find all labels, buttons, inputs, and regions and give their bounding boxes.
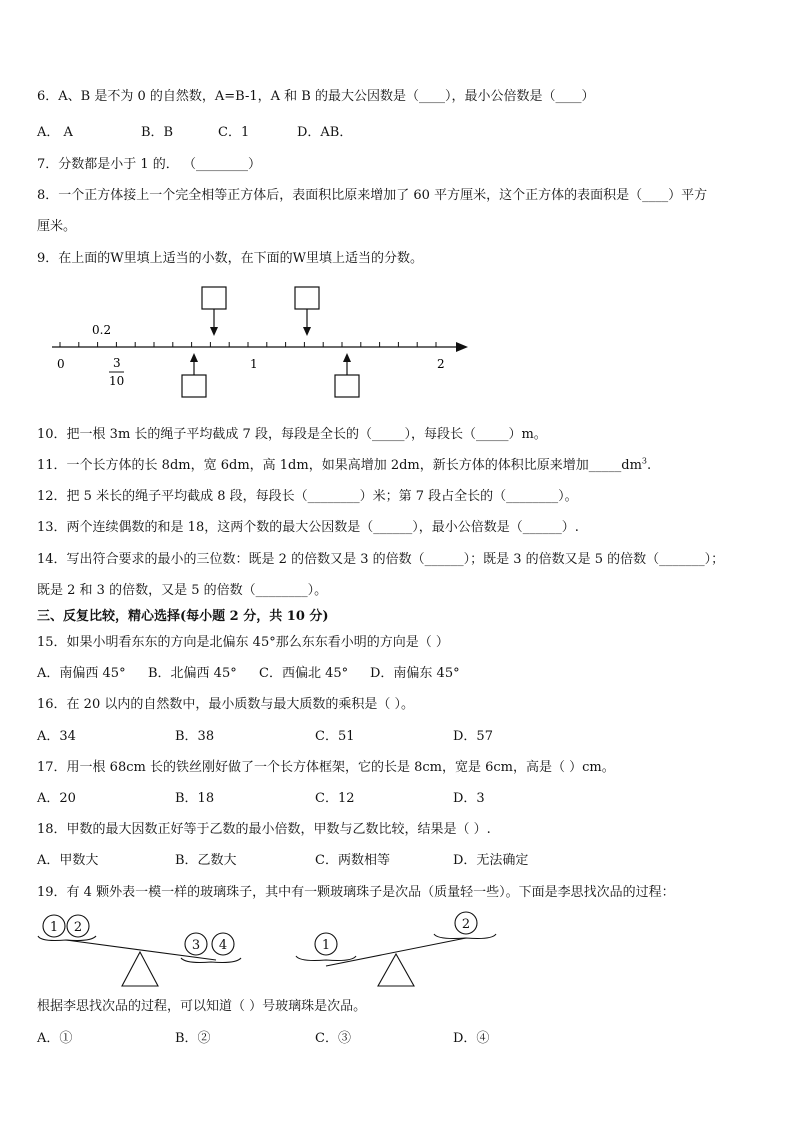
- scale-1-fulcrum: [122, 952, 158, 986]
- ball-3-scale-1-label: 3: [191, 938, 201, 953]
- fraction-denominator: 10: [109, 374, 125, 388]
- scale-1-left-pan: [38, 936, 96, 941]
- number-line-arrow: [456, 342, 468, 352]
- q18-option-b: B．乙数大: [175, 853, 237, 868]
- scale-2-left-pan: [296, 956, 356, 961]
- ball-2-scale-2-label: 2: [461, 917, 471, 932]
- q16-text: 16．在 20 以内的自然数中，最小质数与最大质数的乘积是（ ）。: [37, 697, 414, 712]
- lower-arrow-2: [343, 353, 351, 362]
- q17-option-c: C．12: [315, 791, 355, 806]
- q6-option-d: D．AB．: [297, 125, 353, 140]
- q6-text: 6．A、B 是不为 0 的自然数，A=B-1，A 和 B 的最大公因数是（____），最小公倍数是（____）: [37, 89, 595, 104]
- q19-option-b: B．②: [175, 1031, 211, 1046]
- q15-option-d: D．南偏东 45°: [370, 666, 460, 681]
- q10-text: 10．把一根 3m 长的绳子平均截成 7 段，每段是全长的（_____），每段长（_____）m。: [37, 427, 547, 442]
- q9-text: 9．在上面的W里填上适当的小数，在下面的W里填上适当的分数。: [37, 251, 423, 266]
- lower-box-2: [335, 375, 359, 397]
- number-line-figure: [40, 283, 480, 403]
- q16-option-a: A．34: [37, 729, 76, 744]
- scale-1-right-pan: [181, 958, 241, 963]
- section-3-heading: 三、反复比较，精心选择(每小题 2 分，共 10 分): [37, 609, 329, 624]
- q18-option-a: A．甲数大: [37, 853, 99, 868]
- upper-arrow-1: [210, 327, 218, 336]
- q17-option-d: D．3: [453, 791, 485, 806]
- label-0: 0: [57, 357, 65, 371]
- q19-option-d: D．④: [453, 1031, 490, 1046]
- scale-2-right-pan: [434, 934, 496, 939]
- q15-option-a: A．南偏西 45°: [37, 666, 126, 681]
- lower-box-1: [182, 375, 206, 397]
- upper-box-2: [295, 287, 319, 309]
- q8-line1: 8．一个正方体接上一个完全相等正方体后，表面积比原来增加了 60 平方厘米，这个正方体的表面积是（____）平方: [37, 188, 708, 203]
- label-1: 1: [250, 357, 258, 371]
- number-line-ticks: [60, 342, 436, 347]
- q7-text: 7．分数都是小于 1 的． （________）: [37, 157, 261, 172]
- q13-text: 13．两个连续偶数的和是 18，这两个数的最大公因数是（______），最小公倍数是（______）.: [37, 520, 579, 535]
- scale-2-beam: [326, 938, 466, 966]
- q6-option-a: A． A: [37, 125, 73, 140]
- q15-option-c: C．西偏北 45°: [259, 666, 349, 681]
- q14-line1: 14．写出符合要求的最小的三位数：既是 2 的倍数又是 3 的倍数（______）；既是 3 的倍数又是 5 的倍数（_______）；: [37, 552, 725, 567]
- q14-line2: 既是 2 和 3 的倍数，又是 5 的倍数（________）。: [37, 583, 328, 598]
- q16-option-d: D．57: [453, 729, 493, 744]
- balance-figure: [36, 908, 506, 990]
- fraction-numerator: 3: [113, 356, 121, 370]
- label-2: 2: [437, 357, 445, 371]
- q16-option-c: C．51: [315, 729, 355, 744]
- q18-option-c: C．两数相等: [315, 853, 390, 868]
- q19-text: 19．有 4 颗外表一模一样的玻璃珠子，其中有一颗玻璃珠子是次品（质量轻一些）。下面是李思找次品的过程：: [37, 885, 675, 900]
- ball-1-scale-2-label: 1: [321, 938, 331, 953]
- q6-option-b: B．B: [141, 125, 174, 140]
- q11-text: 11．一个长方体的长 8dm，宽 6dm，高 1dm，如果高增加 2dm，新长方体的体积比原来增加$\_\_\_\_\_dm^3$.: [37, 456, 652, 473]
- scale-1: [38, 936, 241, 986]
- q18-text: 18．甲数的最大因数正好等于乙数的最小倍数，甲数与乙数比较，结果是（ ）.: [37, 822, 491, 837]
- q17-option-b: B．18: [175, 791, 215, 806]
- q19-option-a: A．①: [37, 1031, 73, 1046]
- q19-option-c: C．③: [315, 1031, 351, 1046]
- q17-option-a: A．20: [37, 791, 76, 806]
- ball-4-scale-1-label: 4: [218, 938, 228, 953]
- q19-conclusion: 根据李思找次品的过程，可以知道（ ）号玻璃珠是次品。: [37, 999, 367, 1014]
- q15-option-b: B．北偏西 45°: [148, 666, 237, 681]
- q15-text: 15．如果小明看东东的方向是北偏东 45°那么东东看小明的方向是（ ）: [37, 635, 449, 650]
- scale-2-fulcrum: [378, 954, 414, 986]
- ball-1-scale-1-label: 1: [49, 920, 59, 935]
- label-0-2: 0.2: [92, 323, 112, 337]
- upper-arrow-2: [303, 327, 311, 336]
- q12-text: 12．把 5 米长的绳子平均截成 8 段，每段长（________）米；第 7 段占全长的（________）。: [37, 489, 578, 504]
- upper-box-1: [202, 287, 226, 309]
- q17-text: 17．用一根 68cm 长的铁丝刚好做了一个长方体框架，它的长是 8cm，宽是 6cm，高是（ ）cm。: [37, 760, 615, 775]
- lower-arrow-1: [190, 353, 198, 362]
- q6-option-c: C．1: [218, 125, 250, 140]
- q16-option-b: B．38: [175, 729, 215, 744]
- q8-line2: 厘米。: [37, 219, 77, 234]
- ball-2-scale-1-label: 2: [73, 920, 83, 935]
- q18-option-d: D．无法确定: [453, 853, 529, 868]
